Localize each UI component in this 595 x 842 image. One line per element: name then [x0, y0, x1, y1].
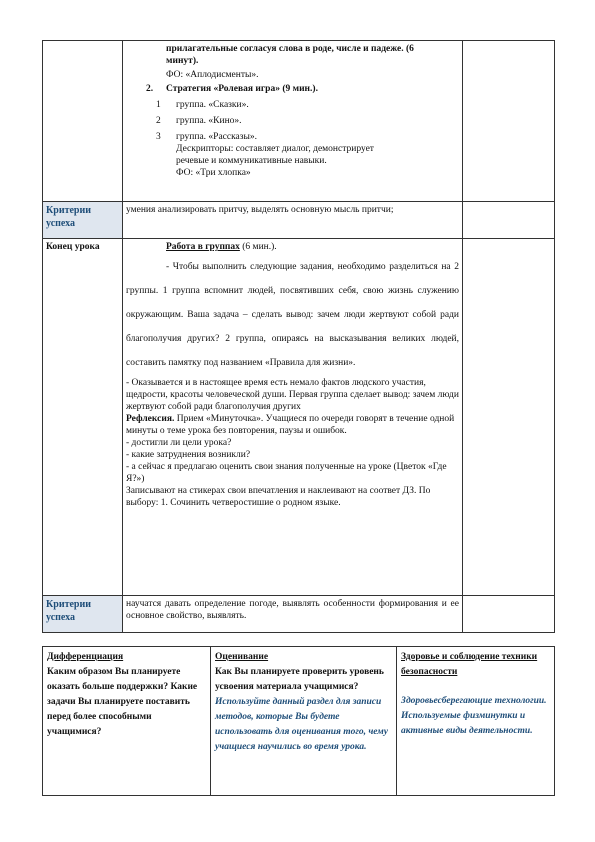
- bottom-planning-table: [42, 646, 555, 796]
- criteria-label-cell: [43, 596, 123, 633]
- health-safety-cell: [397, 647, 555, 796]
- descriptor-line: Дескрипторы: составляет диалог, демонстрирует: [176, 144, 374, 154]
- list-number: 1: [156, 100, 161, 110]
- group-item: группа. «Сказки».: [176, 100, 249, 110]
- list-item: [146, 83, 459, 95]
- descriptor-line: речевые и коммуникативные навыки.: [176, 156, 327, 166]
- assessment-title: Оценивание: [215, 652, 269, 662]
- criteria-row: [43, 202, 555, 239]
- end-label-cell: [43, 239, 123, 596]
- conclusion-paragraph: - Оказывается и в настоящее время есть немало фактов людского участия, щедрости, красоты человеческой души. Первая группа сделает вывод: зачем люди жертвуют собой ради благополучия других: [126, 378, 459, 412]
- group-item: группа. «Рассказы».: [176, 132, 258, 142]
- criteria-text-cell: [123, 202, 463, 239]
- end-of-lesson-row: [43, 239, 555, 596]
- assessment-hint: Используйте данный раздел для записи методов, которые Вы будете использовать для оценивания того, чему учащиеся научились во время урока.: [215, 697, 389, 752]
- fo-line: ФО: «Три хлопка»: [176, 168, 251, 178]
- criteria-label: Критерии успеха: [46, 205, 92, 229]
- group-item: группа. «Кино».: [176, 116, 242, 126]
- criteria-text: умения анализировать притчу, выделять основную мысль притчи;: [126, 205, 394, 215]
- text-line: минут).: [166, 56, 199, 66]
- top-row-label-cell: [43, 41, 123, 202]
- reflection-text: Прием «Минуточка». Учащиеся по очереди говорят в течение одной минуты о теме урока без повторения, паузы и ошибок.: [126, 414, 455, 436]
- top-row: [43, 41, 555, 202]
- strategy-title: Стратегия «Ролевая игра» (9 мин.).: [166, 84, 318, 94]
- end-heading: [126, 241, 459, 253]
- assessment-text: Как Вы планируете проверить уровень усвоения материала учащимися?: [215, 667, 384, 692]
- criteria-label-cell: [43, 202, 123, 239]
- criteria-row: [43, 596, 555, 633]
- top-row-content: [123, 41, 463, 202]
- lesson-plan-table: [42, 40, 555, 633]
- question-line: - какие затруднения возникли?: [126, 450, 251, 460]
- end-content-cell: [123, 239, 463, 596]
- differentiation-title: Дифференциация: [47, 652, 124, 662]
- top-row-resources-cell: [463, 41, 555, 202]
- question-line: - достигли ли цели урока?: [126, 438, 232, 448]
- end-label: Конец урока: [46, 242, 100, 252]
- text-line: ФО: «Аплодисменты».: [166, 70, 259, 80]
- reflection-label: Рефлексия.: [126, 414, 175, 424]
- list-number: 2.: [146, 84, 154, 94]
- list-item: [156, 99, 459, 111]
- strategy-list: [126, 83, 459, 179]
- question-line: - а сейчас я предлагаю оценить свои знания полученные на уроке (Цветок «Где Я?»): [126, 462, 447, 484]
- criteria-label: Критерии успеха: [46, 599, 92, 623]
- end-heading-title: Работа в группах: [166, 242, 240, 252]
- list-number: 3: [156, 132, 161, 142]
- assessment-cell: [211, 647, 397, 796]
- differentiation-text: Каким образом Вы планируете оказать больше поддержки? Какие задачи Вы планируете поставить перед более способными учащимися?: [47, 667, 198, 737]
- reflection-paragraph: [126, 413, 459, 437]
- health-safety-title: Здоровье и соблюдение техники безопасности: [401, 652, 538, 677]
- end-resources-cell: [463, 239, 555, 596]
- health-safety-hint: Здоровьесберегающие технологии. Используемые физминутки и активные виды деятельности.: [401, 696, 547, 736]
- criteria-empty-cell: [463, 596, 555, 633]
- end-heading-time: (6 мин.).: [239, 242, 277, 252]
- list-item: [156, 131, 459, 143]
- criteria-text-cell: [123, 596, 463, 633]
- text-line: прилагательные согласуя слова в роде, числе и падеже. (6: [166, 44, 414, 54]
- homework-paragraph: Записывают на стикерах свои впечатления и наклеивают на соответ ДЗ. По выбору: 1. Сочинить четверостишие о родном языке.: [126, 486, 431, 508]
- differentiation-cell: [43, 647, 211, 796]
- criteria-text: научатся давать определение погоде, выявлять особенности формирования и ее основное свойство, выявлять.: [126, 599, 459, 621]
- group-work-paragraph: - Чтобы выполнить следующие задания, необходимо разделиться на 2 группы. 1 группа вспомнит людей, посвятивших себя, свою жизнь служению окружающим. Ваша задача – сделать вывод: зачем люди жертвуют собой ради благополучия других? 2 группа, опираясь на высказывания великих людей, составить памятку под названием «Правила для жизни».: [126, 262, 459, 368]
- criteria-empty-cell: [463, 202, 555, 239]
- list-item: [156, 115, 459, 127]
- list-number: 2: [156, 116, 161, 126]
